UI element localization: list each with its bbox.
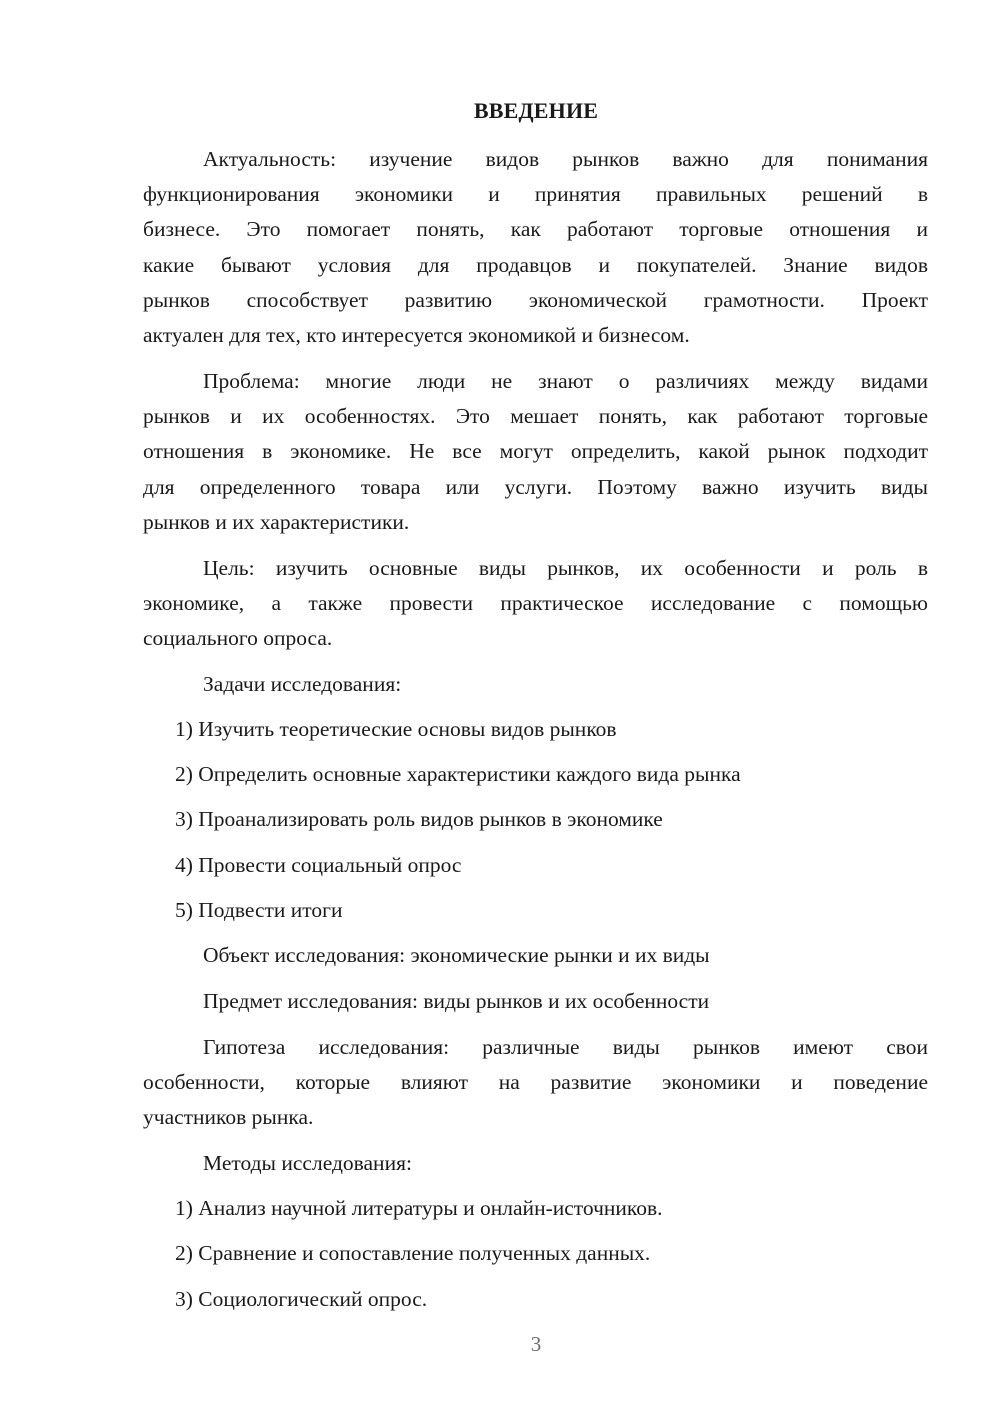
task-item: 5) Подвести итоги [175, 898, 343, 922]
paragraph-line: рынков и их особенностях. Это мешает понять, как работают торговые [143, 404, 928, 428]
paragraph-line: функционирования экономики и принятия правильных решений в [143, 182, 928, 206]
paragraph-line: Гипотеза исследования: различные виды рынков имеют свои [203, 1035, 928, 1059]
paragraph-line: социального опроса. [143, 626, 333, 650]
task-item: 1) Изучить теоретические основы видов рынков [175, 717, 617, 741]
paragraph-line: для определенного товара или услуги. Поэтому важно изучить виды [143, 475, 928, 499]
paragraph-line: особенности, которые влияют на развитие экономики и поведение [143, 1070, 928, 1094]
method-item: 1) Анализ научной литературы и онлайн-источников. [175, 1196, 663, 1220]
paragraph-line: отношения в экономике. Не все могут определить, какой рынок подходит [143, 439, 928, 463]
task-item: 2) Определить основные характеристики каждого вида рынка [175, 762, 741, 786]
paragraph-line: экономике, а также провести практическое исследование с помощью [143, 591, 928, 615]
paragraph-line: актуален для тех, кто интересуется экономикой и бизнесом. [143, 323, 690, 347]
research-object: Объект исследования: экономические рынки и их виды [203, 943, 710, 967]
task-item: 3) Проанализировать роль видов рынков в экономике [175, 807, 663, 831]
paragraph-line: рынков способствует развитию экономической грамотности. Проект [143, 288, 928, 312]
paragraph-line: Цель: изучить основные виды рынков, их особенности и роль в [203, 556, 928, 580]
paragraph-line: какие бывают условия для продавцов и покупателей. Знание видов [143, 253, 928, 277]
paragraph-line: Актуальность: изучение видов рынков важно для понимания [203, 147, 928, 171]
paragraph-line: рынков и их характеристики. [143, 510, 410, 534]
paragraph-line: участников рынка. [143, 1105, 314, 1129]
method-item: 3) Социологический опрос. [175, 1287, 428, 1311]
paragraph-line: Проблема: многие люди не знают о различиях между видами [203, 369, 928, 393]
page-number: 3 [530, 1332, 542, 1356]
research-subject: Предмет исследования: виды рынков и их особенности [203, 989, 710, 1013]
task-item: 4) Провести социальный опрос [175, 853, 462, 877]
methods-heading: Методы исследования: [203, 1151, 412, 1175]
section-title: ВВЕДЕНИЕ [473, 98, 599, 123]
paragraph-line: бизнесе. Это помогает понять, как работают торговые отношения и [143, 217, 928, 241]
method-item: 2) Сравнение и сопоставление полученных данных. [175, 1241, 651, 1265]
tasks-heading: Задачи исследования: [203, 672, 402, 696]
